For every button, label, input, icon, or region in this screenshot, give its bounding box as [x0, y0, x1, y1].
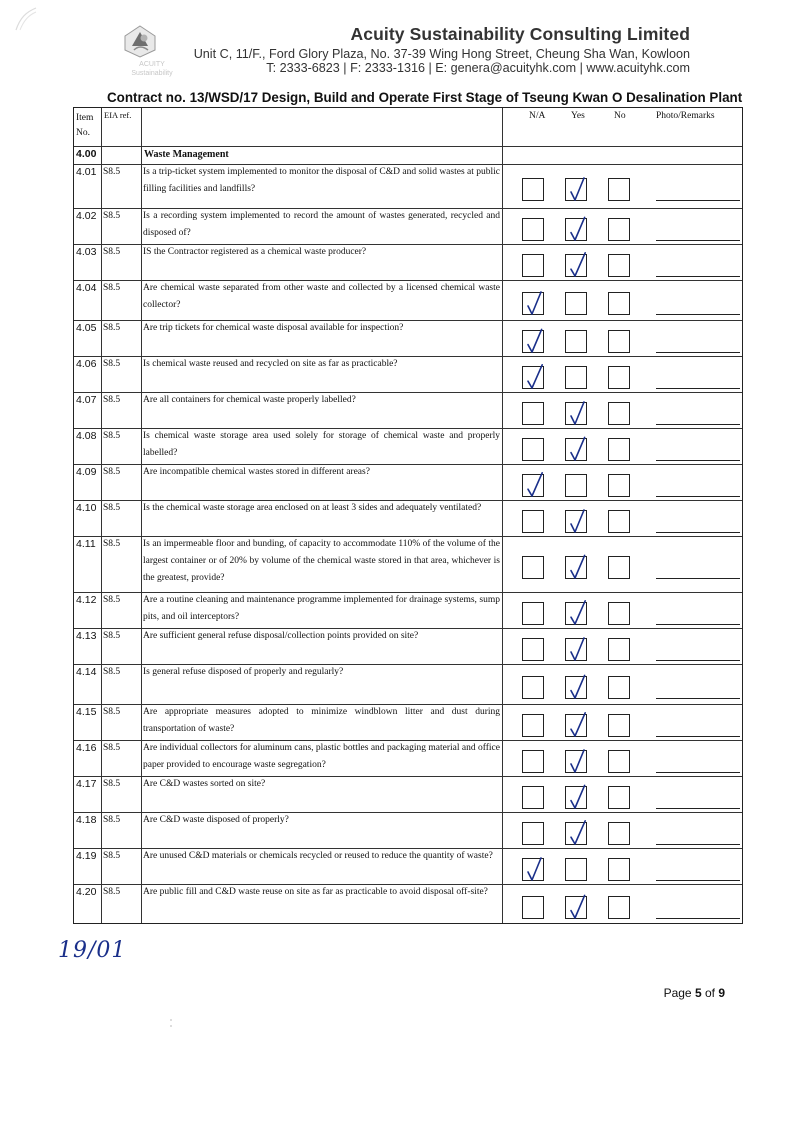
checkmark-icon: [566, 677, 588, 700]
checkbox-no[interactable]: [608, 786, 630, 809]
table-row: [74, 536, 742, 592]
eia-reference: S8.5: [103, 503, 121, 513]
checkmark-icon: [566, 439, 588, 462]
question-text: Are C&D wastes sorted on site?: [143, 779, 266, 789]
question-text: Are C&D waste disposed of properly?: [143, 815, 289, 825]
column-header-no: No: [614, 111, 626, 121]
checkbox-n-a[interactable]: [522, 896, 544, 919]
acuity-logo-icon: [122, 24, 158, 58]
eia-reference: S8.5: [103, 323, 121, 333]
eia-reference: S8.5: [103, 631, 121, 641]
eia-reference: S8.5: [103, 667, 121, 677]
question-text: Are public fill and C&D waste reuse on site as far as practicable to avoid disposal off-site?: [143, 887, 488, 897]
checkbox-no[interactable]: [608, 602, 630, 625]
item-number: 4.15: [76, 706, 97, 718]
checkbox-no[interactable]: [608, 292, 630, 315]
checkbox-n-a[interactable]: [522, 750, 544, 773]
table-row: [74, 848, 742, 884]
checkmark-icon: [566, 603, 588, 626]
table-row: [74, 664, 742, 704]
checkbox-no[interactable]: [608, 822, 630, 845]
checkbox-n-a[interactable]: [522, 510, 544, 533]
question-text: Is an impermeable floor and bunding, of capacity to accommodate 110% of the volume of the largest container or of 20% by volume of the chemical waste stored in that area, whichever is the greatest, provide?: [143, 539, 500, 583]
table-row: [74, 464, 742, 500]
checkbox-n-a[interactable]: [522, 676, 544, 699]
eia-reference: S8.5: [103, 851, 121, 861]
remarks-field[interactable]: [656, 460, 740, 461]
checkbox-n-a[interactable]: [522, 556, 544, 579]
item-number: 4.17: [76, 778, 97, 790]
item-number: 4.07: [76, 394, 97, 406]
checkbox-n-a[interactable]: [522, 638, 544, 661]
question-text: Are chemical waste separated from other waste and collected by a licensed chemical waste collector?: [143, 283, 500, 310]
corner-flourish-icon: [14, 6, 38, 32]
checkbox-no[interactable]: [608, 714, 630, 737]
contract-title: Contract no. 13/WSD/17 Design, Build and Operate First Stage of Tseung Kwan O Desalination Plant: [107, 90, 743, 105]
item-number: 4.10: [76, 502, 97, 514]
column-header-na: N/A: [529, 111, 546, 121]
checkmark-icon: [523, 331, 545, 354]
table-row: [74, 776, 742, 812]
table-row: [74, 592, 742, 628]
table-row: [74, 356, 742, 392]
table-row: [74, 704, 742, 740]
question-text: Are a routine cleaning and maintenance programme implemented for drainage systems, sump pits, and oil interceptors?: [143, 595, 500, 622]
section-number: 4.00: [76, 148, 97, 160]
checkmark-icon: [566, 511, 588, 534]
question-text: Is the chemical waste storage area enclosed on at least 3 sides and adequately ventilated?: [143, 503, 482, 513]
eia-reference: S8.5: [103, 211, 121, 221]
checkmark-icon: [566, 255, 588, 278]
remarks-field[interactable]: [656, 918, 740, 919]
checkbox-n-a[interactable]: [522, 402, 544, 425]
checkbox-n-a[interactable]: [522, 254, 544, 277]
checkbox-yes[interactable]: [565, 858, 587, 881]
question-text: Is a recording system implemented to record the amount of wastes generated, recycled and disposed of?: [143, 211, 500, 238]
checkmark-icon: [566, 179, 588, 202]
question-text: IS the Contractor registered as a chemical waste producer?: [143, 247, 367, 257]
question-text: Are incompatible chemical wastes stored in different areas?: [143, 467, 370, 477]
eia-reference: S8.5: [103, 167, 121, 177]
eia-reference: S8.5: [103, 539, 121, 549]
item-number: 4.02: [76, 210, 97, 222]
question-text: Are all containers for chemical waste properly labelled?: [143, 395, 356, 405]
checkbox-yes[interactable]: [565, 474, 587, 497]
remarks-field[interactable]: [656, 624, 740, 625]
company-header: [194, 24, 690, 75]
table-row: [74, 428, 742, 464]
item-number: 4.14: [76, 666, 97, 678]
table-row: [74, 392, 742, 428]
checkbox-no[interactable]: [608, 896, 630, 919]
remarks-field[interactable]: [656, 532, 740, 533]
checkbox-no[interactable]: [608, 330, 630, 353]
remarks-field[interactable]: [656, 496, 740, 497]
checkmark-icon: [523, 475, 545, 498]
table-row: [74, 628, 742, 664]
remarks-field[interactable]: [656, 660, 740, 661]
checkbox-no[interactable]: [608, 218, 630, 241]
remarks-field[interactable]: [656, 844, 740, 845]
checkbox-no[interactable]: [608, 676, 630, 699]
scan-speck-icon: [170, 1018, 172, 1030]
remarks-field[interactable]: [656, 808, 740, 809]
question-text: Are individual collectors for aluminum cans, plastic bottles and packaging material and office paper provided to encourage waste segregation?: [143, 743, 500, 770]
question-text: Are unused C&D materials or chemicals recycled or reused to reduce the quantity of waste?: [143, 851, 493, 861]
table-row: [74, 884, 742, 924]
column-header-eia-ref: EIA ref.: [104, 110, 132, 120]
checkmark-icon: [566, 897, 588, 920]
checkmark-icon: [566, 557, 588, 580]
item-number: 4.04: [76, 282, 97, 294]
checkmark-icon: [566, 751, 588, 774]
checkmark-icon: [566, 219, 588, 242]
table-row: [74, 320, 742, 356]
checkbox-no[interactable]: [608, 438, 630, 461]
company-contact: T: 2333-6823 | F: 2333-1316 | E: genera@acuityhk.com | www.acuityhk.com: [266, 61, 690, 75]
item-number: 4.05: [76, 322, 97, 334]
checkbox-no[interactable]: [608, 510, 630, 533]
item-number: 4.16: [76, 742, 97, 754]
checkmark-icon: [523, 367, 545, 390]
question-text: Is general refuse disposed of properly and regularly?: [143, 667, 344, 677]
item-number: 4.03: [76, 246, 97, 258]
remarks-field[interactable]: [656, 424, 740, 425]
item-number: 4.18: [76, 814, 97, 826]
remarks-field[interactable]: [656, 240, 740, 241]
remarks-field[interactable]: [656, 578, 740, 579]
checkbox-no[interactable]: [608, 474, 630, 497]
checkmark-icon: [566, 403, 588, 426]
question-text: Are appropriate measures adopted to minimize windblown litter and dust during transportation of waste?: [143, 707, 500, 734]
table-row: [74, 812, 742, 848]
checkbox-no[interactable]: [608, 178, 630, 201]
checkbox-no[interactable]: [608, 750, 630, 773]
item-number: 4.20: [76, 886, 97, 898]
remarks-field[interactable]: [656, 772, 740, 773]
eia-reference: S8.5: [103, 707, 121, 717]
eia-reference: S8.5: [103, 815, 121, 825]
page-number: [664, 986, 725, 1000]
eia-reference: S8.5: [103, 467, 121, 477]
eia-reference: S8.5: [103, 283, 121, 293]
table-row: [74, 244, 742, 280]
table-row: [74, 740, 742, 776]
column-header-item-no: Item No.: [76, 113, 94, 138]
eia-reference: S8.5: [103, 779, 121, 789]
checkmark-icon: [566, 639, 588, 662]
checkbox-no[interactable]: [608, 858, 630, 881]
checkbox-yes[interactable]: [565, 330, 587, 353]
section-title: Waste Management: [144, 149, 229, 160]
remarks-field[interactable]: [656, 352, 740, 353]
eia-reference: S8.5: [103, 395, 121, 405]
table-row: [74, 164, 742, 208]
question-text: Is a trip-ticket system implemented to monitor the disposal of C&D and solid wastes at public filling facilities and landfills?: [143, 167, 500, 194]
handwritten-note: 19/01: [58, 938, 127, 963]
checkbox-no[interactable]: [608, 402, 630, 425]
checkbox-yes[interactable]: [565, 366, 587, 389]
page-current: 5: [694, 986, 702, 1000]
remarks-field[interactable]: [656, 276, 740, 277]
remarks-field[interactable]: [656, 200, 740, 201]
eia-reference: S8.5: [103, 431, 121, 441]
page-of: of: [701, 986, 719, 1000]
item-number: 4.13: [76, 630, 97, 642]
logo-caption: ACUITY Sustainability: [131, 61, 173, 77]
remarks-field[interactable]: [656, 736, 740, 737]
item-number: 4.01: [76, 166, 97, 178]
checkbox-n-a[interactable]: [522, 714, 544, 737]
checkbox-n-a[interactable]: [522, 786, 544, 809]
company-name: Acuity Sustainability Consulting Limited: [350, 24, 690, 44]
table-row: [74, 208, 742, 244]
remarks-field[interactable]: [656, 314, 740, 315]
checkmark-icon: [523, 859, 545, 882]
checkbox-n-a[interactable]: [522, 602, 544, 625]
eia-reference: S8.5: [103, 887, 121, 897]
checkmark-icon: [566, 823, 588, 846]
checkbox-no[interactable]: [608, 638, 630, 661]
page-total: 9: [718, 986, 725, 1000]
column-header-yes: Yes: [571, 111, 585, 121]
eia-reference: S8.5: [103, 595, 121, 605]
question-text: Are sufficient general refuse disposal/collection points provided on site?: [143, 631, 419, 641]
question-text: Is chemical waste reused and recycled on site as far as practicable?: [143, 359, 398, 369]
company-logo: [112, 20, 192, 80]
remarks-field[interactable]: [656, 698, 740, 699]
checkbox-no[interactable]: [608, 254, 630, 277]
table-row: [74, 500, 742, 536]
checkbox-no[interactable]: [608, 366, 630, 389]
remarks-field[interactable]: [656, 388, 740, 389]
column-header-remarks: Photo/Remarks: [656, 111, 715, 121]
question-text: Is chemical waste storage area used solely for storage of chemical waste and properly labelled?: [143, 431, 500, 458]
remarks-field[interactable]: [656, 880, 740, 881]
checkbox-n-a[interactable]: [522, 822, 544, 845]
eia-reference: S8.5: [103, 247, 121, 257]
checklist-table: [73, 107, 743, 924]
page-prefix: Page: [663, 986, 695, 1000]
eia-reference: S8.5: [103, 743, 121, 753]
checkbox-n-a[interactable]: [522, 178, 544, 201]
eia-reference: S8.5: [103, 359, 121, 369]
item-number: 4.11: [76, 538, 96, 550]
question-text: Are trip tickets for chemical waste disposal available for inspection?: [143, 323, 404, 333]
checkmark-icon: [523, 293, 545, 316]
company-address: Unit C, 11/F., Ford Glory Plaza, No. 37-39 Wing Hong Street, Cheung Sha Wan, Kowloon: [193, 47, 690, 61]
item-number: 4.12: [76, 594, 97, 606]
table-row: [74, 280, 742, 320]
item-number: 4.08: [76, 430, 97, 442]
checkbox-n-a[interactable]: [522, 438, 544, 461]
checkbox-yes[interactable]: [565, 292, 587, 315]
checkmark-icon: [566, 715, 588, 738]
item-number: 4.06: [76, 358, 97, 370]
checkbox-n-a[interactable]: [522, 218, 544, 241]
item-number: 4.19: [76, 850, 97, 862]
checkbox-no[interactable]: [608, 556, 630, 579]
checkmark-icon: [566, 787, 588, 810]
item-number: 4.09: [76, 466, 97, 478]
